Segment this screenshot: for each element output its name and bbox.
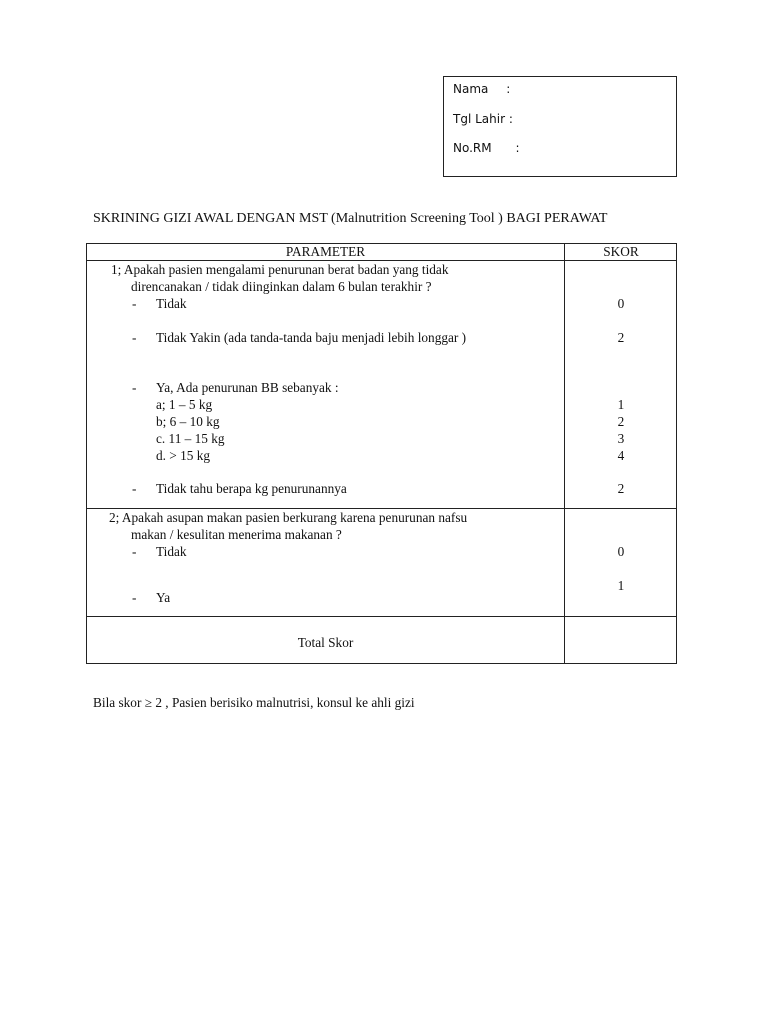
q1-text-line2: direncanakan / tidak diinginkan dalam 6 bulan terakhir ? — [131, 279, 432, 294]
nama-colon: : — [506, 82, 511, 96]
q1-sub-option-b: b; 6 – 10 kg — [156, 414, 220, 429]
header-parameter: PARAMETER — [285, 244, 366, 259]
no-rm-row — [453, 141, 520, 155]
row-divider-q2 — [87, 616, 676, 617]
q1-sub-score-c: 3 — [617, 431, 625, 446]
q2-score-tidak: 0 — [617, 544, 625, 559]
q1-option-dash: - — [132, 330, 137, 345]
q1-sub-option-c: c. 11 – 15 kg — [156, 431, 225, 446]
nama-label: Nama — [453, 82, 489, 96]
q1-option-dash: - — [132, 380, 137, 395]
q1-sub-score-d: 4 — [617, 448, 625, 463]
screening-table — [86, 243, 677, 664]
q2-text-line1: 2; Apakah asupan makan pasien berkurang karena penurunan nafsu — [109, 510, 468, 525]
q2-option-tidak: Tidak — [156, 544, 187, 559]
patient-id-box — [443, 76, 677, 177]
nama-row — [453, 82, 510, 96]
no-rm-label: No.RM — [453, 141, 492, 155]
q1-sub-option-d: d. > 15 kg — [156, 448, 211, 463]
q2-option-ya: Ya — [156, 590, 171, 605]
q2-option-dash: - — [132, 544, 137, 559]
no-rm-colon: : — [515, 141, 520, 155]
tgl-lahir-label: Tgl Lahir : — [453, 112, 513, 126]
total-skor-label: Total Skor — [297, 635, 354, 650]
q1-sub-score-b: 2 — [617, 414, 625, 429]
q1-option-tidak: Tidak — [156, 296, 187, 311]
q1-option-tidak-yakin: Tidak Yakin (ada tanda-tanda baju menjadi lebih longgar ) — [156, 330, 467, 345]
header-skor: SKOR — [603, 244, 639, 259]
q2-text-line2: makan / kesulitan menerima makanan ? — [131, 527, 342, 542]
q1-option-dash: - — [132, 481, 137, 496]
interpretation-note: Bila skor ≥ 2 , Pasien berisiko malnutrisi, konsul ke ahli gizi — [93, 695, 415, 710]
q2-option-dash: - — [132, 590, 137, 605]
q1-score-tidak-tahu: 2 — [617, 481, 625, 496]
q1-sub-option-a: a; 1 – 5 kg — [156, 397, 213, 412]
q2-score-ya: 1 — [617, 578, 625, 593]
document-title: SKRINING GIZI AWAL DENGAN MST (Malnutrition Screening Tool ) BAGI PERAWAT — [93, 211, 608, 226]
q1-sub-score-a: 1 — [617, 397, 625, 412]
q1-score-tidak-yakin: 2 — [617, 330, 625, 345]
q1-option-tidak-tahu: Tidak tahu berapa kg penurunannya — [156, 481, 347, 496]
q1-text-line1: 1; Apakah pasien mengalami penurunan berat badan yang tidak — [111, 262, 449, 277]
q1-option-ya: Ya, Ada penurunan BB sebanyak : — [156, 380, 339, 395]
q1-score-tidak: 0 — [617, 296, 625, 311]
q1-option-dash: - — [132, 296, 137, 311]
tgl-lahir-row — [453, 112, 513, 126]
